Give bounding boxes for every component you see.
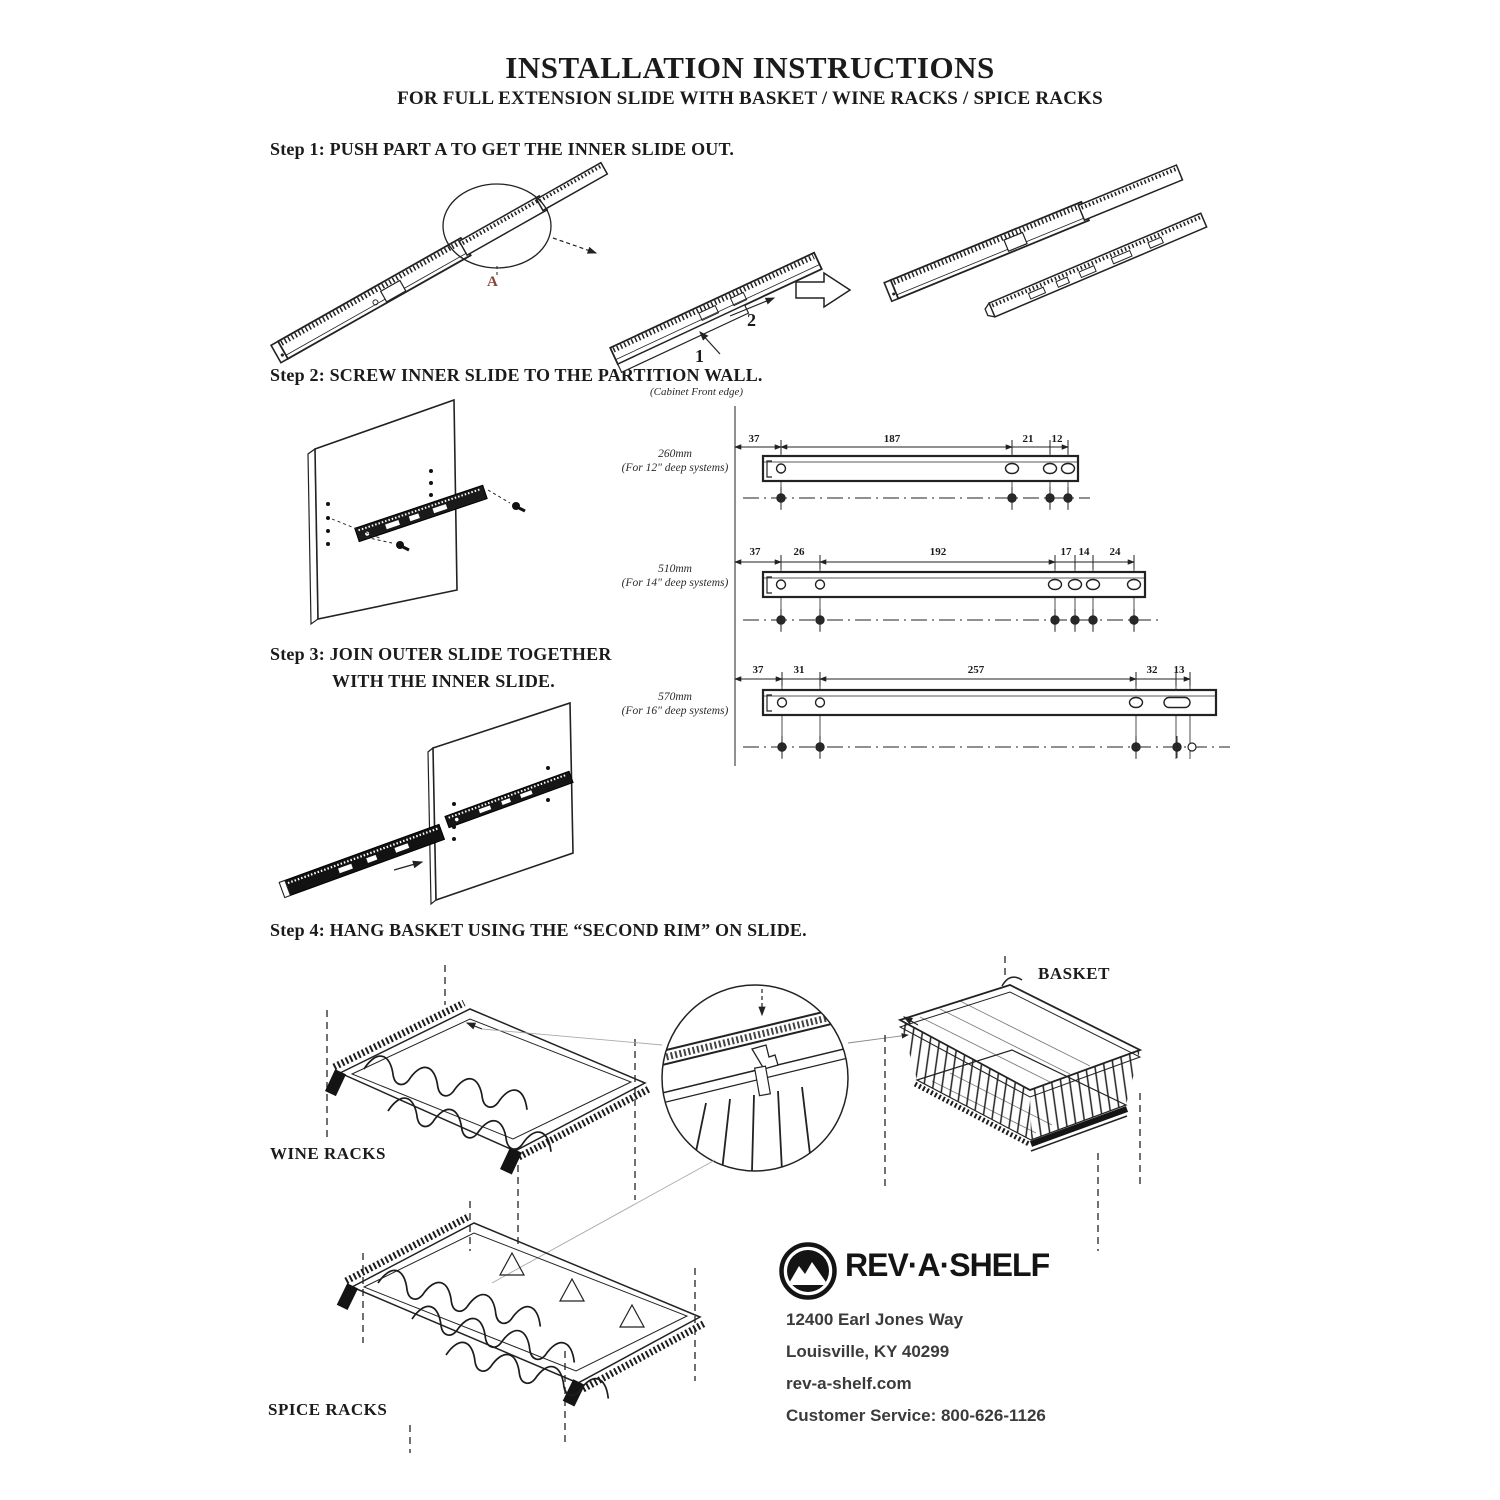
dim-label: 187 <box>883 433 901 445</box>
dim-label: 37 <box>748 433 760 445</box>
address-line-1: 12400 Earl Jones Way <box>786 1310 964 1329</box>
step1-heading: Step 1: PUSH PART A TO GET THE INNER SLIDE OUT. <box>270 139 735 159</box>
note-510: (For 14" deep systems) <box>621 577 729 589</box>
step1-slide-diagram <box>270 158 1300 363</box>
note-570: (For 16" deep systems) <box>621 705 729 717</box>
website: rev-a-shelf.com <box>786 1374 912 1393</box>
note-260: (For 12" deep systems) <box>621 462 729 474</box>
step3-heading-line2: WITH THE INNER SLIDE. <box>332 671 555 691</box>
part-a-label: A <box>487 274 498 290</box>
customer-service: Customer Service: 800-626-1126 <box>786 1406 1046 1425</box>
step3-heading-line1: Step 3: JOIN OUTER SLIDE TOGETHER <box>270 644 612 664</box>
size-570: 570mm <box>658 691 692 703</box>
step4-racks-diagram <box>260 953 1240 1455</box>
step3-join-diagram <box>282 700 722 918</box>
dim-label: 13 <box>1173 664 1185 676</box>
dim-label: 37 <box>749 546 761 558</box>
dim-label: 24 <box>1109 546 1121 558</box>
dim-label: 21 <box>1022 433 1034 445</box>
step4-heading: Step 4: HANG BASKET USING THE “SECOND RIM” ON SLIDE. <box>270 920 807 940</box>
page-title: INSTALLATION INSTRUCTIONS <box>505 50 995 85</box>
dim-label: 37 <box>752 664 764 676</box>
dim-label: 192 <box>929 546 947 558</box>
page-subtitle: FOR FULL EXTENSION SLIDE WITH BASKET / WINE RACKS / SPICE RACKS <box>397 88 1103 109</box>
dim-label: 257 <box>967 664 985 676</box>
dim-label: 31 <box>793 664 805 676</box>
basket-label: BASKET <box>1038 964 1110 983</box>
wine-racks-label: WINE RACKS <box>270 1144 386 1163</box>
spice-rack-drawing <box>337 1217 705 1406</box>
dim-label: 14 <box>1078 546 1090 558</box>
cabinet-front-edge-label: (Cabinet Front edge) <box>650 386 744 398</box>
size-label-510 <box>600 562 750 590</box>
step2-heading: Step 2: SCREW INNER SLIDE TO THE PARTITION WALL. <box>270 365 763 385</box>
step2-partition-diagram <box>282 392 622 647</box>
size-label-260 <box>600 447 750 475</box>
dim-label: 12 <box>1051 433 1063 445</box>
spice-racks-label: SPICE RACKS <box>268 1400 388 1419</box>
size-510: 510mm <box>658 563 692 575</box>
dim-label: 26 <box>793 546 805 558</box>
dim-label: 17 <box>1060 546 1072 558</box>
dim-label: 32 <box>1146 664 1158 676</box>
rev-a-shelf-logo-icon <box>777 1240 839 1302</box>
basket-drawing <box>900 977 1140 1151</box>
arrow-2-label: 2 <box>747 310 756 330</box>
brand-wordmark: REV·A·SHELF <box>845 1247 1050 1283</box>
address-line-2: Louisville, KY 40299 <box>786 1342 950 1361</box>
size-260: 260mm <box>658 448 692 460</box>
arrow-1-label: 1 <box>695 346 704 366</box>
